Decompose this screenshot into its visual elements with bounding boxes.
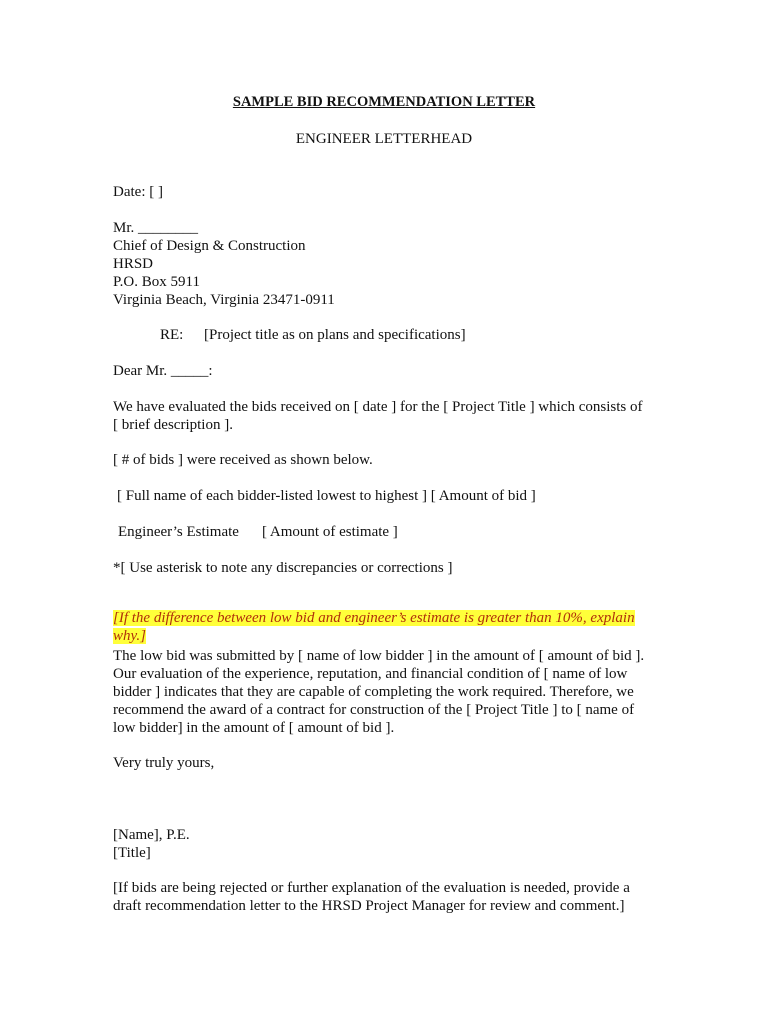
address-line: Virginia Beach, Virginia 23471-0911	[113, 292, 335, 308]
paragraph-line: draft recommendation letter to the HRSD Project Manager for review and comment.]	[113, 898, 625, 914]
paragraph-line: We have evaluated the bids received on [ date ] for the [ Project Title ] which consists of	[113, 399, 643, 415]
re-label: RE:	[160, 327, 184, 343]
highlight-line: why.]	[113, 628, 146, 644]
re-subject: [Project title as on plans and specifications]	[204, 327, 466, 343]
paragraph-line: recommend the award of a contract for construction of the [ Project Title ] to [ name of	[113, 702, 635, 718]
address-line: HRSD	[113, 256, 154, 272]
signature-name: [Name], P.E.	[113, 827, 190, 843]
highlight-line: [If the difference between low bid and engineer’s estimate is greater than 10%, explain	[113, 610, 635, 626]
closing: Very truly yours,	[113, 755, 215, 771]
paragraph-line: [If bids are being rejected or further explanation of the evaluation is needed, provide a	[113, 880, 630, 896]
paragraph-line: bidder ] indicates that they are capable of completing the work required. Therefore, we	[113, 684, 634, 700]
letterhead-line: ENGINEER LETTERHEAD	[295, 131, 473, 147]
document-title: SAMPLE BID RECOMMENDATION LETTER	[232, 94, 536, 110]
paragraph-line: Our evaluation of the experience, reputation, and financial condition of [ name of low	[113, 666, 628, 682]
asterisk-note: *[ Use asterisk to note any discrepancies or corrections ]	[113, 560, 453, 576]
signature-title: [Title]	[113, 845, 151, 861]
paragraph-bids-received: [ # of bids ] were received as shown below.	[113, 452, 373, 468]
address-line: Chief of Design & Construction	[113, 238, 306, 254]
estimate-label: Engineer’s Estimate	[118, 524, 239, 540]
paragraph-line: [ brief description ].	[113, 417, 233, 433]
date-line: Date: [ ]	[113, 184, 163, 200]
address-line: Mr. ________	[113, 220, 199, 236]
address-line: P.O. Box 5911	[113, 274, 200, 290]
paragraph-line: low bidder] in the amount of [ amount of bid ].	[113, 720, 395, 736]
bidders-line: [ Full name of each bidder-listed lowest to highest ] [ Amount of bid ]	[117, 488, 536, 504]
estimate-value: [ Amount of estimate ]	[262, 524, 398, 540]
salutation: Dear Mr. _____:	[113, 363, 213, 379]
paragraph-line: The low bid was submitted by [ name of low bidder ] in the amount of [ amount of bid ].	[113, 648, 645, 664]
